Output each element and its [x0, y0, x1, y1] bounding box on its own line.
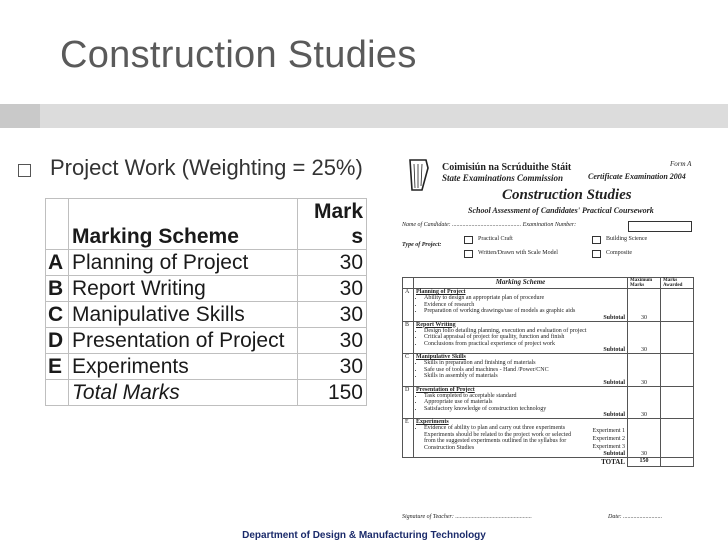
bullet-text: Project Work (Weighting = 25%)	[50, 155, 363, 180]
table-header-row	[46, 199, 367, 250]
total-label: Total Marks	[69, 380, 298, 406]
row-marks: 30	[298, 328, 367, 354]
table-row	[46, 250, 367, 276]
table-row	[46, 328, 367, 354]
table-row	[46, 302, 367, 328]
form-section-row: E Experiments • Evidence of ability to plan and carry out three experiments Experiments should be related to the project work or selected from the suggested experiments outlined in the syllabus for Construction Studies Experiment 1 Experiment 2 Experiment 3 Subtotal 30	[403, 419, 694, 458]
form-section-row: B Report Writing • Design folio detailing planning, execution and evaluation of project • Critical appraisal of project for quality, function and finish • Conclusions from practical experience of project work Subtotal 30	[403, 321, 694, 354]
row-marks: 30	[298, 354, 367, 380]
header-marking-scheme: Marking Scheme	[69, 199, 298, 250]
harp-emblem-icon	[404, 158, 432, 192]
row-marks: 30	[298, 276, 367, 302]
row-letter: E	[46, 354, 69, 380]
form-subject: Construction Studies	[502, 187, 632, 203]
checkbox	[592, 236, 601, 244]
form-section-row: A Planning of Project • Ability to design an appropriate plan of procedure • Evidence of research • Preparation of working drawings/use of models as graphic aids Subtotal 30	[403, 289, 694, 322]
row-name: Experiments	[69, 354, 298, 380]
table-row	[46, 276, 367, 302]
exam-number-box	[628, 221, 692, 232]
form-cert: Certificate Examination 2004	[588, 172, 686, 181]
row-letter: B	[46, 276, 69, 302]
checkbox	[464, 250, 473, 258]
total-marks: 150	[298, 380, 367, 406]
bullet-square-icon	[18, 164, 31, 177]
checkbox	[464, 236, 473, 244]
row-name: Presentation of Project	[69, 328, 298, 354]
form-max-header: Maximum Marks	[628, 278, 661, 289]
row-marks: 30	[298, 250, 367, 276]
form-signature: Signature of Teacher: ...................................................	[402, 514, 532, 520]
form-type-label: Type of Project:	[402, 242, 442, 248]
row-name: Manipulative Skills	[69, 302, 298, 328]
form-section-row: C Manipulative Skills • Skills in preparation and finishing of materials • Safe use of tools and machines - Hand /Power/CNC • Skills in assembly of materials Subtotal 30	[403, 354, 694, 387]
form-section-row: D Presentation of Project • Task completed to acceptable standard • Appropriate use of materials • Satisfactory knowledge of construction technology Subtotal 30	[403, 386, 694, 419]
marking-scheme-table	[45, 198, 367, 406]
row-letter: A	[46, 250, 69, 276]
row-letter: C	[46, 302, 69, 328]
checkbox	[592, 250, 601, 258]
row-name: Planning of Project	[69, 250, 298, 276]
form-marking-table: Marking Scheme Maximum Marks Marks Awarded A Planning of Project • Ability to design an appropriate plan of procedure • Evidence of research • Preparation of working drawings/use of models as graphic aids Subtotal 30 B Report Writing • Design folio detailing planning, execution and evaluation of project • Critical appraisal of project for quality, function and finish • Conclusions from practical experience of project work Subtotal 30 C Manipulative Skills • Skills in preparation and finishing of materials • Safe use of tools and machines - Hand /Power/CNC • Skills in assembly of materials Subtotal 30 D Presentation of Project • Task completed to acceptable standard • Appropriate use of materials • Satisfactory knowledge of construction technology Subtotal 30 E Experiments • Evidence of ability to plan and carry out three experiments Experiments should be related to the project work or selected from the suggested experiments outlined in the syllabus for Construction Studies Experiment 1 Experiment 2 Experiment 3 Subtotal 30 TOTAL 150	[402, 277, 694, 467]
form-scheme-header: Marking Scheme	[414, 278, 628, 289]
form-assessment: School Assessment of Candidates' Practical Coursework	[468, 206, 654, 215]
form-a-image	[398, 150, 708, 530]
form-commission: State Examinations Commission	[442, 173, 564, 183]
form-option: Building Science	[606, 236, 648, 242]
footer-text: Department of Design & Manufacturing Technology	[242, 530, 486, 541]
form-irish-title: Coimisiún na Scrúduithe Stáit	[442, 162, 572, 173]
page-title: Construction Studies	[60, 34, 417, 76]
table-row	[46, 354, 367, 380]
form-awarded-header: Marks Awarded	[661, 278, 694, 289]
form-option: Composite	[606, 250, 633, 256]
table-total-row	[46, 380, 367, 406]
form-option: Practical Craft	[478, 236, 513, 242]
row-name: Report Writing	[69, 276, 298, 302]
header-marks: Mark s	[298, 199, 367, 250]
form-name-line: Name of Candidate: .............................................. Examination Number:	[402, 222, 577, 228]
form-label: Form A	[670, 160, 692, 168]
form-date: Date: ..........................	[608, 514, 663, 520]
form-option: Written/Drawn with Scale Model	[478, 250, 558, 256]
row-marks: 30	[298, 302, 367, 328]
title-divider	[0, 104, 728, 128]
row-letter: D	[46, 328, 69, 354]
